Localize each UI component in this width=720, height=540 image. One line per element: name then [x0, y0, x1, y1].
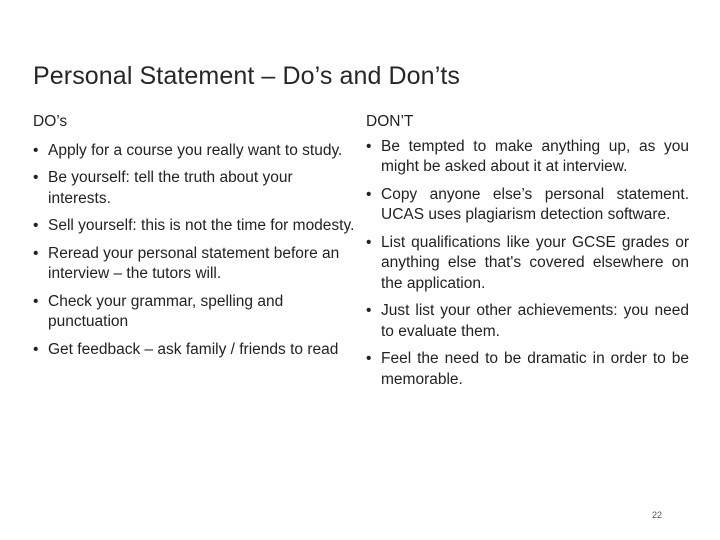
dos-heading: DO’s — [33, 113, 68, 130]
bullet-icon: • — [33, 141, 39, 159]
page-number: 22 — [652, 510, 663, 520]
donts-item: • List qualifications like your GCSE grades or anything else that's covered elsewhere on the application. — [366, 233, 689, 292]
dos-list — [33, 141, 355, 361]
donts-heading: DON’T — [366, 113, 414, 130]
dos-item: • Be yourself: tell the truth about your interests. — [33, 169, 293, 207]
donts-column — [366, 112, 689, 397]
dos-item: • Check your grammar, spelling and punctuation — [33, 292, 284, 330]
bullet-icon: • — [33, 217, 39, 234]
bullet-icon: • — [33, 292, 39, 310]
bullet-icon: • — [366, 185, 372, 203]
donts-item: • Be tempted to make anything up, as you might be asked about it at interview. — [366, 137, 689, 175]
dos-item: • Get feedback – ask family / friends to read — [33, 340, 355, 361]
donts-item: • Feel the need to be dramatic in order to be memorable. — [366, 350, 689, 388]
bullet-icon: • — [33, 244, 39, 262]
dos-item: • Apply for a course you really want to study. — [33, 141, 355, 162]
donts-item: • Just list your other achievements: you need to evaluate them. — [366, 302, 689, 340]
donts-list — [366, 137, 689, 391]
bullet-icon: • — [366, 233, 372, 251]
slide-title: Personal Statement – Do’s and Don’ts — [33, 62, 460, 90]
bullet-icon: • — [33, 340, 39, 358]
donts-item: • Copy anyone else’s personal statement. UCAS uses plagiarism detection software. — [366, 185, 689, 223]
bullet-icon: • — [366, 350, 372, 367]
bullet-icon: • — [366, 137, 372, 155]
bullet-icon: • — [33, 169, 39, 186]
dos-item: • Reread your personal statement before an interview – the tutors will. — [33, 244, 340, 282]
dos-column — [33, 112, 355, 367]
dos-item: • Sell yourself: this is not the time for modesty. — [33, 216, 355, 237]
bullet-icon: • — [366, 302, 372, 319]
